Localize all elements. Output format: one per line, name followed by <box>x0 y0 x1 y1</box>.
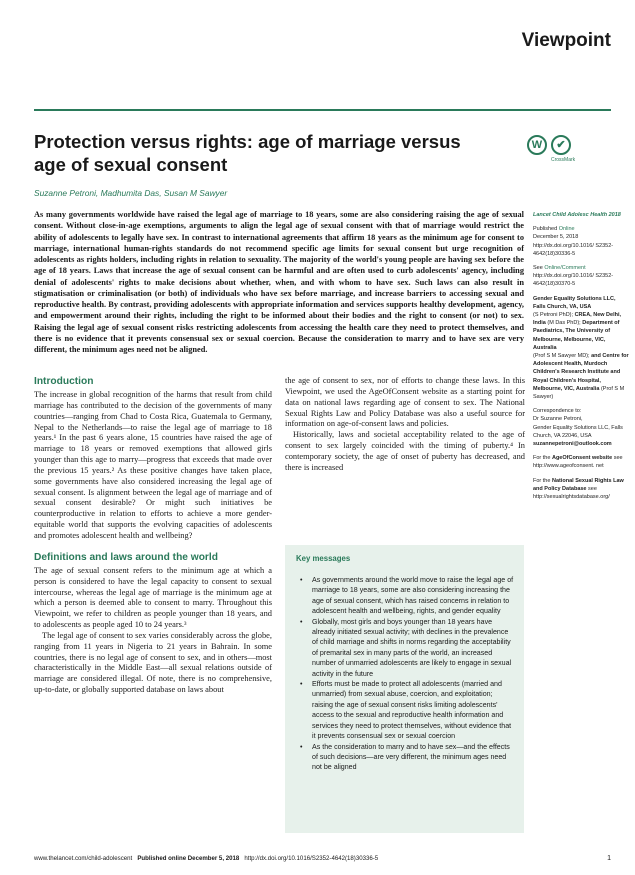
ref2-pre: For the <box>533 477 551 484</box>
affiliation-3-who: (Prof S M Sawyer MD); <box>533 353 590 360</box>
sidebar <box>533 211 629 507</box>
key-message-item: • Globally, most girls and boys younger than 18 years have already initiated sexual activity; with declines in the prevalence of child marriage and shifts in norms regarding the acceptability of premarital sex in many parts of the world, an increased number of unmarried adolescents are likely to engage in sexual activity in the future <box>296 617 514 679</box>
affiliation-2-who: (M Das PhD); <box>547 320 581 327</box>
key-message-item: • As the consideration to marry and to have sex—and the effects of such decisions—are very different, the minimum ages need not be aligned <box>296 742 514 773</box>
sidebar-published <box>533 225 629 258</box>
ref2-name: National Sexual Rights Law and Policy Database <box>533 477 624 492</box>
crossmark-label: CrossMark <box>551 157 576 163</box>
article-title: Protection versus rights: age of marriage versus age of sexual consent <box>34 131 461 175</box>
sidebar-journal: Lancet Child Adolesc Health 2018 <box>533 212 621 218</box>
sidebar-correspondence <box>533 407 629 448</box>
column2-paragraph-2: Historically, laws and societal acceptability related to the age of consent to sex largely coincided with the timing of puberty.⁴ In contemporary society, the age of onset of puberty has decreased, and there is increased <box>285 430 525 472</box>
key-messages-heading: Key messages <box>296 554 351 563</box>
correspondence-email[interactable]: suzannepetroni@outlook.com <box>533 441 612 448</box>
definitions-paragraph-1: The age of sexual consent refers to the minimum age at which a person is considered to have the legal capacity to consent to sexual intercourse, whereas the legal age of marriage is the minimum age at which a person is deemed able to consent to marry. Throughout this Viewpoint, we refer to children as people younger than 18 years, and to adolescents as people aged 10 to 24 years.³ <box>34 565 272 630</box>
definitions-paragraph-2: The legal age of consent to sex varies considerably across the globe, ranging from 11 years in Nigeria to 21 years in Bahrain. In some countries, there is no legal age of consent to sex, and in others—most characteristically in the Middle East—all sexual relations outside of marriage are considered illegal. Of note, there is no comprehensive, up-to-date, or globally supported database on laws about <box>34 630 272 695</box>
header-rule <box>34 109 611 111</box>
article-doi[interactable]: http://dx.doi.org/10.1016/ S2352-4642(18)30336-5 <box>533 242 614 257</box>
abstract: As many governments worldwide have raised the legal age of marriage to 18 years, some are also considering raising the age of sexual consent. Without close-in-age exemptions, arguments to align the legal age of sexual consent with that of marriage would restrict the ability of adolescents to legally have sex. In contrast to international agreements that affirm 18 years as the minimum age for consent to marriage, international human-rights standards do not recommend specific age limits for sexual consent but urge recognition of adolescents as rights holders, including rights in relation to sexuality. The majority of the world's young people are having sex before the age of 18 years. Laws that increase the age of sexual consent can be harmful and are often used to curb adolescents' agency, including denial of adolescents' rights to make decisions about whether, when, and with whom to have sex. Such laws can also result in stigmatisation or criminalisation (or both) of individuals who have sex before marriage, and increase barriers to accessing sexual and reproductive health. By contrast, providing adolescents with appropriate information and services supports healthy development, agency, and empowerment around their rights, including the right to be informed about their bodies and the right to consent (or not) to sex. Raising the legal age of sexual consent risks restricting adolescents from accessing the health care they need to protect themselves, and there is no evidence that it prevents consensual sex or sexual coercion. Because the consideration to marry and to have sex are very different, the minimum ages need not be aligned. <box>34 210 524 354</box>
intro-paragraph: The increase in global recognition of the harms that result from child marriage has contributed to the decision of the governments of many countries—ranging from Chad to Costa Rica, Guatemala to Germany, Nepal to the Netherlands—to raise the legal age of marriage to 18 years.¹ In the past 6 years alone, 15 countries have raised the age of marriage to 18 years or removed exemptions that allowed girls younger than this age to marry—progress that exceeds that made over the previous 15 years.² As these positive changes have taken place, some governments have also considered increasing the legal age of sexual consent. Is alignment between the legal age of marriage and of sexual consent desirable? Or might such initiatives be counterproductive in relation to efforts to achieve a more gender-equitable world that supports the evolving capacities of adolescents and promotes adolescent health and wellbeing? <box>34 390 272 540</box>
body-column-1 <box>34 376 272 696</box>
sidebar-ref-database <box>533 477 629 502</box>
ref1-pre: For the <box>533 455 551 462</box>
published-date: December 5, 2018 <box>533 234 579 241</box>
body-column-2 <box>285 376 525 474</box>
sidebar-citation <box>533 211 629 219</box>
crossmark-icon[interactable]: ✔ <box>551 135 571 155</box>
key-message-item: • As governments around the world move to raise the legal age of marriage to 18 years, some are also considering increasing the age of sexual consent, which has raised concerns in relation to adolescent health and wellbeing, rights, and gender equality <box>296 575 514 617</box>
key-messages-list <box>296 575 514 773</box>
intro-heading: Introduction <box>34 376 94 387</box>
footer <box>34 855 378 862</box>
see-label: See <box>533 265 543 272</box>
published-status: Online <box>558 226 575 233</box>
footer-published: Published online December 5, 2018 <box>137 855 240 862</box>
ref2-link[interactable]: see http://sexualrightsdatabase.org/ <box>533 485 610 501</box>
ref1-name: AgeOfConsent website <box>551 455 613 462</box>
sidebar-affiliations <box>533 295 629 402</box>
correspondence-name: Dr Suzanne Petroni, <box>533 416 583 423</box>
comment-doi[interactable]: http://dx.doi.org/10.1016/ S2352-4642(18)30370-5 <box>533 273 614 288</box>
authors: Suzanne Petroni, Madhumita Das, Susan M Sawyer <box>34 188 228 198</box>
footer-site[interactable]: www.thelancet.com/child-adolescent <box>34 855 133 862</box>
sidebar-ref-ageofconsent <box>533 454 629 470</box>
affiliation-2: CREA, New Delhi, India <box>533 312 622 327</box>
see-link[interactable]: Online/Comment <box>544 265 586 272</box>
section-label: Viewpoint <box>521 30 611 51</box>
key-messages-box <box>285 545 524 833</box>
footer-doi[interactable]: http://dx.doi.org/10.1016/S2352-4642(18)30336-5 <box>244 855 379 862</box>
correspondence-label: Correspondence to: <box>533 408 582 415</box>
page-number: 1 <box>607 855 611 862</box>
affiliation-1-who: (S Petroni PhD); <box>533 312 574 319</box>
key-message-item: • Efforts must be made to protect all adolescents (married and unmarried) from sexual abuse, coercion, and exploitation; raising the age of sexual consent risks limiting adolescents' access to the sexual and reproductive health information and services they need to protect themselves, without evidence that it prevents consensual sex or sexual coercion <box>296 679 514 741</box>
sidebar-see <box>533 264 629 289</box>
badges <box>527 135 575 169</box>
w-badge-icon[interactable]: W <box>527 135 547 155</box>
affiliation-1: Gender Equality Solutions LLC, Falls Church, VA, USA <box>533 295 616 310</box>
published-label: Published <box>533 226 558 233</box>
affiliation-3: Department of Paediatrics, The University of Melbourne, Melbourne, VIC, Australia <box>533 320 620 351</box>
column2-paragraph-1: the age of consent to sex, nor of efforts to change these laws. In this Viewpoint, we used the AgeOfConsent website as a starting point for data on national laws regarding age of consent to sex. The National Sexual Rights Law and Policy Database was also a useful source for information on age-of-consent laws and policies. <box>285 376 525 429</box>
correspondence-org: Gender Equality Solutions LLC, Falls Church, VA 22046, USA <box>533 424 623 439</box>
ref1-link[interactable]: see http://www.ageofconsent. net <box>533 455 623 470</box>
affiliation-4-who: (Prof S M Sawyer) <box>533 385 625 401</box>
definitions-heading: Definitions and laws around the world <box>34 551 218 563</box>
affiliation-4: and Centre for Adolescent Health, Murdoch Children's Research Institute and Royal Children's Hospital, Melbourne, VIC, Australia <box>533 353 629 392</box>
